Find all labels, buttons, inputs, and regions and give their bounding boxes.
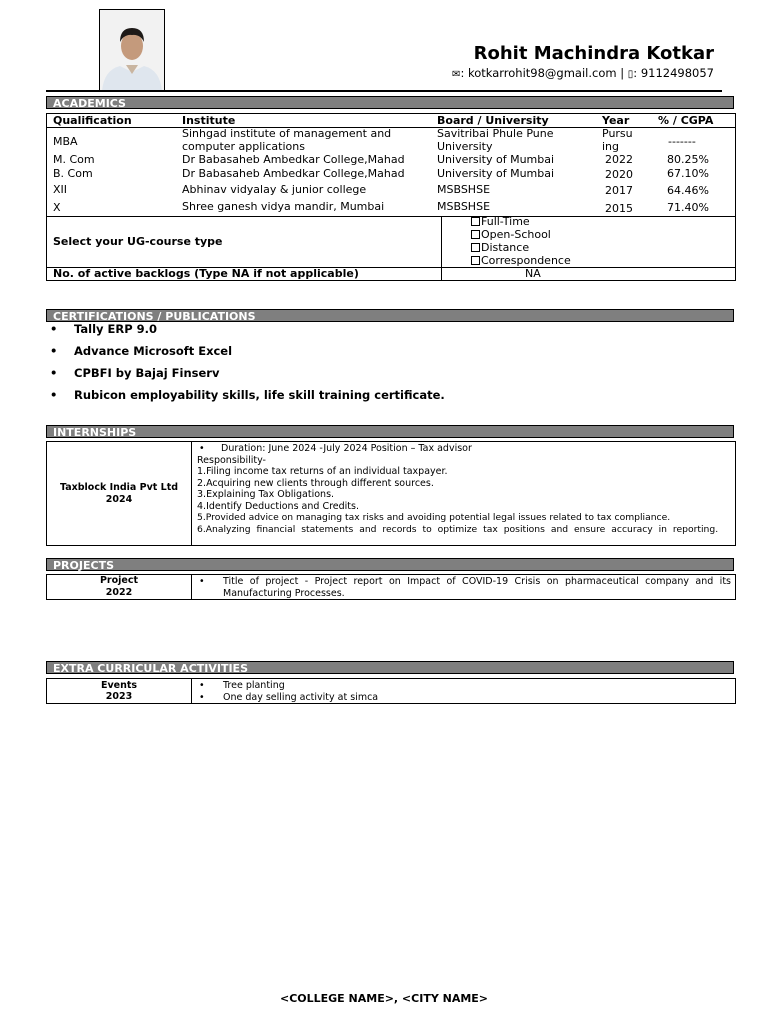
internship-point: 3.Explaining Tax Obligations. [197,489,335,500]
section-header-internships: INTERNSHIPS [46,425,734,438]
extracurricular-label: Events [100,680,138,691]
bullet-icon: • [199,691,205,703]
cert-item-text: Rubicon employability skills, life skill training certificate. [74,388,445,402]
bullet-icon: • [50,322,58,336]
col-header-qualification: Qualification [53,114,132,127]
contact-line [452,66,714,80]
row-bcom-qualification: B. Com [53,167,93,180]
row-x-board: MSBSHSE [437,200,491,213]
ug-option-distance[interactable] [471,241,571,254]
row-bcom-score: 67.10% [667,167,709,180]
internship-point: 1.Filing income tax returns of an individual taxpayer. [197,466,448,477]
row-xii-score: 64.46% [667,184,709,197]
ug-option-label: Full-Time [481,215,530,228]
email-text[interactable]: : kotkarrohit98@gmail.com | [460,66,628,80]
row-mcom-year: 2022 [605,153,633,166]
internship-company-name: Taxblock India Pvt Ltd [59,482,179,493]
row-mcom-score: 80.25% [667,153,709,166]
extracurricular-year: 2023 [105,691,133,702]
row-xii-institute: Abhinav vidyalay & junior college [182,183,367,196]
col-header-board: Board / University [437,114,549,127]
bullet-icon: • [199,576,205,587]
ug-option-open-school[interactable] [471,228,571,241]
backlogs-divider [441,268,442,280]
project-description: Title of project - Project report on Impact of COVID-19 Crisis on pharmaceutical company and its Manufacturing Processes. [223,576,731,599]
checkbox-icon[interactable] [471,243,480,252]
extracurricular-list [197,680,731,703]
internship-point: 2.Acquiring new clients through different sources. [197,477,434,489]
checkbox-icon[interactable] [471,256,480,265]
project-item [197,576,731,599]
row-xii-year: 2017 [605,184,633,197]
ug-course-row [46,216,736,268]
internship-responsibility-label: Responsibility- [197,454,266,466]
row-mba-institute-line1: Sinhgad institute of management and [182,127,392,140]
backlogs-row [46,267,736,281]
row-mba-year [602,128,633,153]
internship-divider [191,442,192,545]
ug-course-label: Select your UG-course type [53,235,223,248]
cert-item [50,344,232,358]
row-mba-year-line2: ing [602,139,620,153]
section-header-certifications: CERTIFICATIONS / PUBLICATIONS [46,309,734,322]
bullet-icon: • [50,366,58,380]
extracurricular-item [197,692,731,704]
bullet-icon: • [199,680,205,691]
ug-course-divider [441,217,442,267]
row-mba-qualification: MBA [53,135,78,148]
project-divider [191,575,192,599]
col-header-year: Year [602,114,630,127]
internship-duration: Duration: June 2024 -July 2024 Position – Tax advisor [221,443,472,454]
academics-table [46,113,736,217]
project-label: Project [99,575,139,586]
cert-item [50,388,445,402]
section-header-extracurricular: EXTRA CURRICULAR ACTIVITIES [46,661,734,674]
extracurricular-label-cell [47,680,191,702]
section-header-academics: ACADEMICS [46,96,734,109]
cert-item-text: CPBFI by Bajaj Finserv [74,366,220,380]
extracurricular-item-text: One day selling activity at simca [223,691,379,703]
internship-point: 4.Identify Deductions and Credits. [197,500,359,512]
ug-option-label: Correspondence [481,254,571,267]
ug-option-correspondence[interactable] [471,254,571,267]
row-mcom-qualification: M. Com [53,153,95,166]
checkbox-icon[interactable] [471,230,480,239]
extracurricular-table [46,678,736,704]
row-xii-qualification: XII [53,183,68,196]
project-label-cell [47,575,191,599]
row-mba-board [437,128,554,153]
backlogs-label: No. of active backlogs (Type NA if not applicable) [53,267,359,280]
col-header-score: % / CGPA [658,114,714,127]
row-bcom-board: University of Mumbai [437,167,555,180]
footer-college-city: <COLLEGE NAME>, <CITY NAME> [279,992,489,1005]
profile-photo-image [100,10,164,91]
row-mba-institute-line2: computer applications [182,139,305,153]
extracurricular-item-text: Tree planting [223,680,285,691]
project-year: 2022 [105,587,133,598]
ug-course-options [471,215,571,267]
phone-icon: ▯ [627,69,634,80]
extracurricular-divider [191,679,192,703]
row-x-score: 71.40% [667,201,709,214]
bullet-icon: • [50,388,58,402]
row-x-institute: Shree ganesh vidya mandir, Mumbai [182,200,385,213]
ug-option-label: Open-School [481,228,551,241]
row-mba-year-line1: Pursu [602,127,633,140]
col-header-institute: Institute [182,114,236,127]
bullet-icon: • [50,344,58,358]
header-divider [46,90,722,92]
row-mba-score: ------- [668,135,696,148]
internship-point: 5.Provided advice on managing tax risks and avoiding potential legal issues related to tax compliance. [197,512,671,523]
internship-company [47,482,191,506]
bullet-icon: • [199,443,205,454]
backlogs-value[interactable]: NA [525,267,541,280]
ug-option-label: Distance [481,241,530,254]
profile-photo [99,9,165,92]
cert-item-text: Tally ERP 9.0 [74,322,158,336]
checkbox-icon[interactable] [471,217,480,226]
internship-details [197,443,729,535]
row-mcom-institute: Dr Babasaheb Ambedkar College,Mahad [182,153,405,166]
row-x-qualification: X [53,201,61,214]
internship-point: 6.Analyzing financial statements and records to optimize tax positions and ensure accuracy in reporting. [197,523,719,535]
phone-text: : 9112498057 [633,66,714,80]
internship-table [46,441,736,546]
internship-year: 2024 [105,494,133,505]
cert-item [50,322,157,336]
row-mba-board-line1: Savitribai Phule Pune [437,127,554,140]
email-icon: ✉ [452,69,461,80]
project-table [46,574,736,600]
internship-duration-line [197,443,729,455]
cert-item-text: Advance Microsoft Excel [74,344,233,358]
extracurricular-item [197,680,731,692]
section-header-projects: PROJECTS [46,558,734,571]
row-mba-institute [182,128,391,153]
row-bcom-institute: Dr Babasaheb Ambedkar College,Mahad [182,167,405,180]
row-xii-board: MSBSHSE [437,183,491,196]
ug-option-full-time[interactable] [471,215,571,228]
row-bcom-year: 2020 [605,168,633,181]
row-mba-board-line2: University [437,139,493,153]
row-x-year: 2015 [605,202,633,215]
cert-item [50,366,219,380]
row-mcom-board: University of Mumbai [437,153,555,166]
candidate-name: Rohit Machindra Kotkar [473,43,714,64]
